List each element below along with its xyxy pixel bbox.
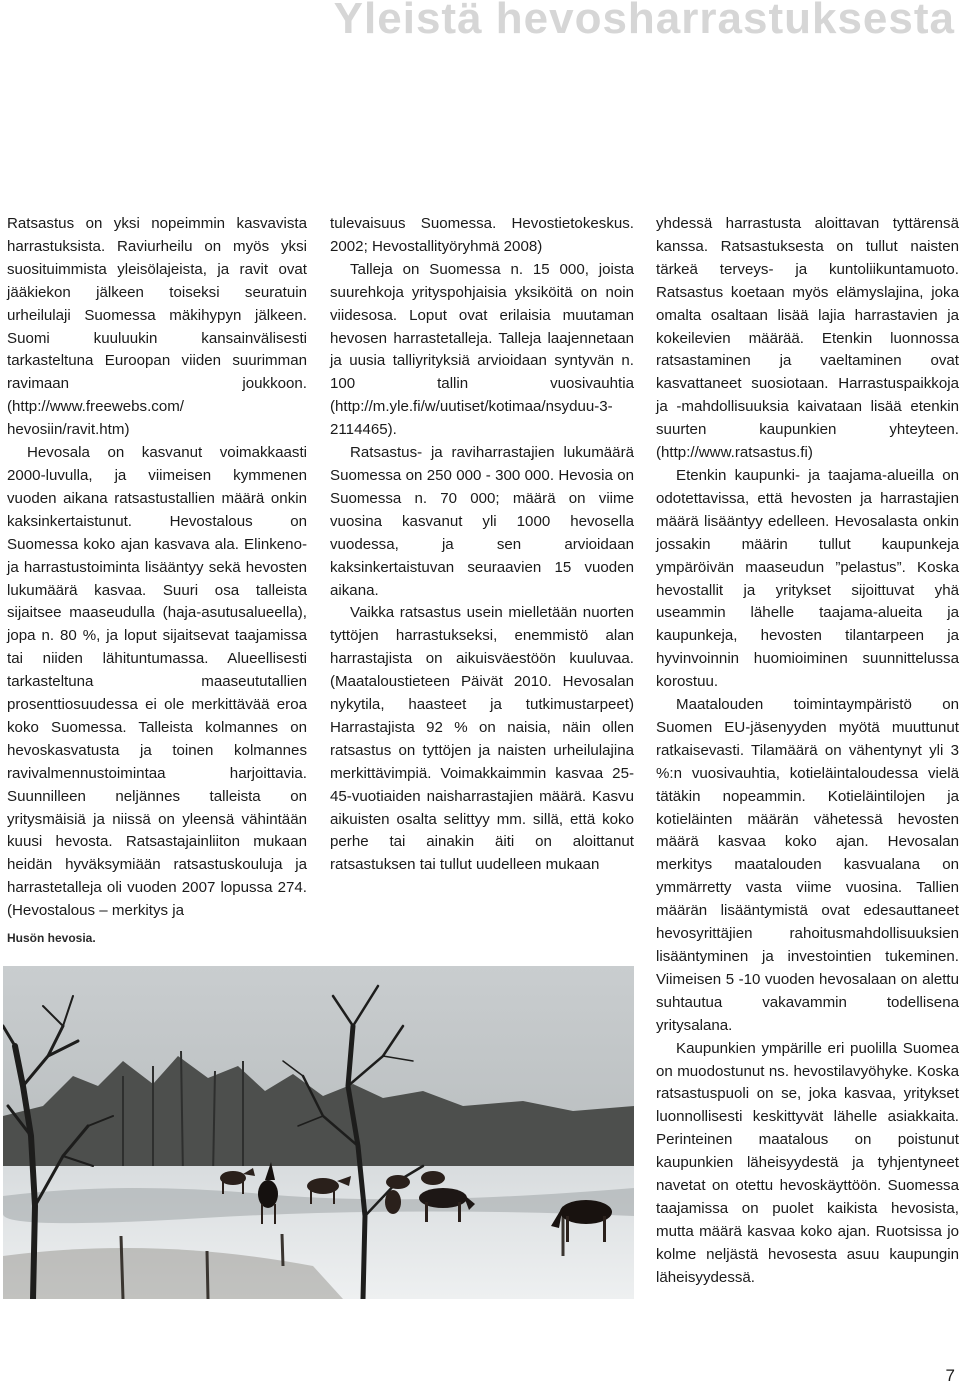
text-column-left	[7, 213, 307, 923]
paragraph: Talleja on Suomessa n. 15 000, joista suurehkoja yrityspohjaisia yksiköitä on noin viidesosa. Loput ovat erilaisia muutaman hevosen harrastetalleja. Talleja laajennetaan ja uusia talliyrityksiä arvioidaan syntyvän n. 100 tallin vuosivauhtia (http://m.yle.fi/w/uutiset/kotimaa/nsyduu-3-2114465).	[330, 260, 634, 439]
paragraph: tulevaisuus Suomessa. Hevostietokeskus. 2002; Hevostallityöryhmä 2008)	[330, 215, 634, 255]
page-number: 7	[945, 1366, 955, 1385]
paragraph: Hevosala on kasvanut voimakkaasti 2000-luvulla, ja viimeisen kymmenen vuoden aikana ratsastustallien määrä onkin kaksinkertaistunut. Hevostalous on Suomessa koko ajan kasvava ala. Elinkeno- ja harrastustoiminta lisääntyy sekä hevosten lukumäärä kasvaa. Suuri osa talleista sijaitsee maaseudulla (haja-asutusalueella), jopa n. 80 %, ja loput sijaitsevat taajamissa tai niiden lähituntumassa. Alueellisesti tarkasteltuna maaseututallien prosenttiosuudessa ei ole merkittävää eroa koko Suomessa. Talleista kolmannes on hevoskasvatusta ja toinen kolmannes ravivalmennustoimintaa harjoittavia. Suunnilleen neljännes talleista on yritysmäisiä ja niissä on yleensä vähintään kuusi hevosta. Ratsastajainliiton mukaan heidän hyväksymiään ratsastuskouluja ja harrastetalleja oli vuoden 2007 lopussa 274. (Hevostalous – merkitys ja	[7, 444, 307, 920]
paragraph: Maatalouden toimintaympäristö on Suomen EU-jäsenyyden myötä muuttunut ratkaisevasti. Tilamäärä on vähentynyt yli 3 %:n vuosivauhtia, kotieläintaloudessa vielä tätäkin nopeammin. Kotieläintilojen ja kotieläinten määrän vähetessä hevosten määrä kasvaa koko ajan. Hevosalan merkitys maatalouden kasvualana on ymmärretty vasta viime vuosina. Tallien määrän lisääntymistä ovat edesauttaneet hevosyrittäjien rahoitusmahdollisuuksien lisääntyminen ja investointien tukeminen. Viimeisen 5 -10 vuoden hevosalaan on alettu suhtautua vakavammin todellisena yritysalana.	[656, 696, 959, 1034]
paragraph: Etenkin kaupunki- ja taajama-alueilla on odotettavissa, että hevosten ja harrastajien määrä lisääntyy edelleen. Hevosalasta onkin jossakin määrin tullut kaupunkeja ympäröivän maaseudun ”pelastus”. Koska hevostallit ja yritykset sijoittuvat yhä useammin lähelle taajama-alueita ja kaupunkeja, hevosten tilantarpeen ja hyvinvoinnin huomioiminen suunnittelussa korostuu.	[656, 466, 959, 691]
text-column-middle	[330, 213, 634, 877]
photo-caption: Husön hevosia.	[7, 931, 96, 945]
horses-photo	[3, 966, 634, 1299]
paragraph: Ratsastus- ja raviharrastajien lukumäärä Suomessa on 250 000 - 300 000. Hevosia on Suomessa n. 70 000; määrä on viime vuosina kasvanut yli 1000 hevosella vuodessa, ja sen arvioidaan kaksinkertaistuvan seuraavien 15 vuoden aikana.	[330, 444, 634, 599]
page-title: Yleistä hevosharrastuksesta	[333, 0, 955, 43]
paragraph: yhdessä harrastusta aloittavan tyttärensä kanssa. Ratsastuksesta on tullut naisten tärkeä terveys- ja kuntoliikuntamuoto. Ratsastus koetaan myös elämyslajina, joka omalta osaltaan lisää lajia harrastavien ja kokeilevien määrää. Etenkin luonnossa ratsastaminen ja vaeltaminen ovat kasvattaneet suosiotaan. Harrastuspaikkoja ja -mahdollisuuksia kaivataan lisää etenkin suurten kaupunkien yhteyteen. (http://www.ratsastus.fi)	[656, 215, 959, 462]
paragraph: Ratsastus on yksi nopeimmin kasvavista harrastuksista. Raviurheilu on myös yksi suosituimmista yleisölajeista, ja ravit ovat jääkiekon jälkeen toiseksi seuratuin urheilulaji Suomessa mäkihypyn jälkeen. Suomi kuuluukin kansainvälisesti tarkasteltuna Euroopan viiden suurimman ravimaan joukkoon. (http://www.freewebs.com/ hevosiin/ravit.htm)	[7, 215, 307, 439]
paragraph: Kaupunkien ympärille eri puolilla Suomea on muodostunut ns. hevostilavyöhyke. Koska ratsastuspuoli on se, joka kasvaa, yritykset luonnollisesti keskittyvät lähelle asiakkaita. Perinteinen maatalous on poistunut kaupunkien läheisyydestä ja tyhjentyneet navetat on otettu hevoskäyttöön. Suomessa taajamissa on puolet kaikista hevosista, mutta määrä kasvaa koko ajan. Ruotsissa jo kolme neljästä hevosesta asuu kaupungin läheisyydessä.	[656, 1039, 959, 1286]
text-column-right	[656, 213, 959, 1290]
paragraph: Vaikka ratsastus usein mielletään nuorten tyttöjen harrastukseksi, enemmistö alan harrastajista on aikuisväestöön kuuluvaa. (Maataloustieteen Päivät 2010. Hevosalan nykytila, haasteet ja tutkimustarpeet) Harrastajista 92 % on naisia, näin ollen ratsastus on tyttöjen ja naisten urheilulajina merkittävimpiä. Voimakkaimmin kasvaa 25-45-vuotiaiden naisharrastajien määrä. Kasvu aikuisten osalta selittyy mm. sillä, että koko perhe tai ainakin äiti on aloittanut ratsastuksen tai tullut uudelleen mukaan	[330, 604, 634, 874]
